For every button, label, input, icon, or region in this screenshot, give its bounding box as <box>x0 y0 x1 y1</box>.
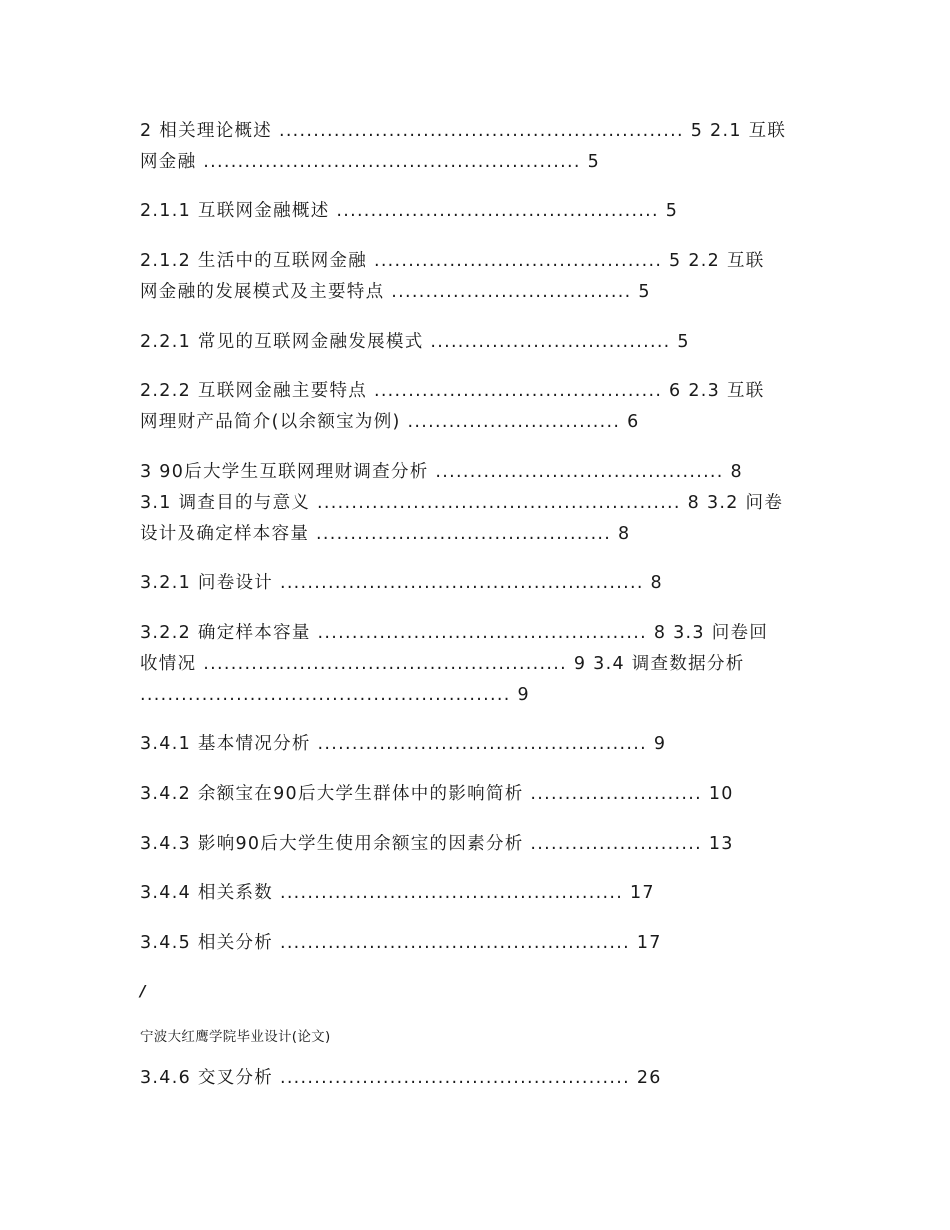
toc-line: 2.1.2 生活中的互联网金融 .......................................... 5 2.2 互联 <box>140 251 765 271</box>
toc-line: 网金融的发展模式及主要特点 ................................... 5 <box>140 282 651 302</box>
stray-mark: / <box>140 982 146 1000</box>
toc-line: 3.2.1 问卷设计 ..................................................... 8 <box>140 573 663 593</box>
toc-line: ...................................................... 9 <box>140 685 530 705</box>
toc-line: 3.4.1 基本情况分析 ................................................ 9 <box>140 734 667 754</box>
toc-line: 3.4.4 相关系数 .................................................. 17 <box>140 883 655 903</box>
toc-line: 2.1.1 互联网金融概述 ............................................... 5 <box>140 201 679 221</box>
toc-line: 2 相关理论概述 ........................................................... 5 2.1 互联 <box>140 121 787 141</box>
toc-line: 2.2.1 常见的互联网金融发展模式 ................................... 5 <box>140 332 690 352</box>
toc-line: 设计及确定样本容量 ........................................... 8 <box>140 524 631 544</box>
toc-line: 3 90后大学生互联网理财调查分析 .......................................... 8 <box>140 462 743 482</box>
toc-line: 2.2.2 互联网金融主要特点 .......................................... 6 2.3 互联 <box>140 381 765 401</box>
toc-line: 3.4.2 余额宝在90后大学生群体中的影响简析 ......................... 10 <box>140 784 734 804</box>
toc-line: 网理财产品简介(以余额宝为例) ............................... 6 <box>140 412 640 432</box>
toc-line: 3.1 调查目的与意义 ..................................................... 8 3.2 问卷 <box>140 493 784 513</box>
toc-line: 收情况 ..................................................... 9 3.4 调查数据分析 <box>140 654 745 674</box>
toc-line: 3.4.3 影响90后大学生使用余额宝的因素分析 ......................... 13 <box>140 834 734 854</box>
toc-line: 3.4.5 相关分析 ................................................... 17 <box>140 933 662 953</box>
running-header: 宁波大红鹰学院毕业设计(论文) <box>140 1029 331 1045</box>
toc-line: 网金融 ....................................................... 5 <box>140 152 601 172</box>
toc-line: 3.4.6 交叉分析 ................................................... 26 <box>140 1068 662 1088</box>
toc-line: 3.2.2 确定样本容量 ................................................ 8 3.3 问卷回 <box>140 623 769 643</box>
